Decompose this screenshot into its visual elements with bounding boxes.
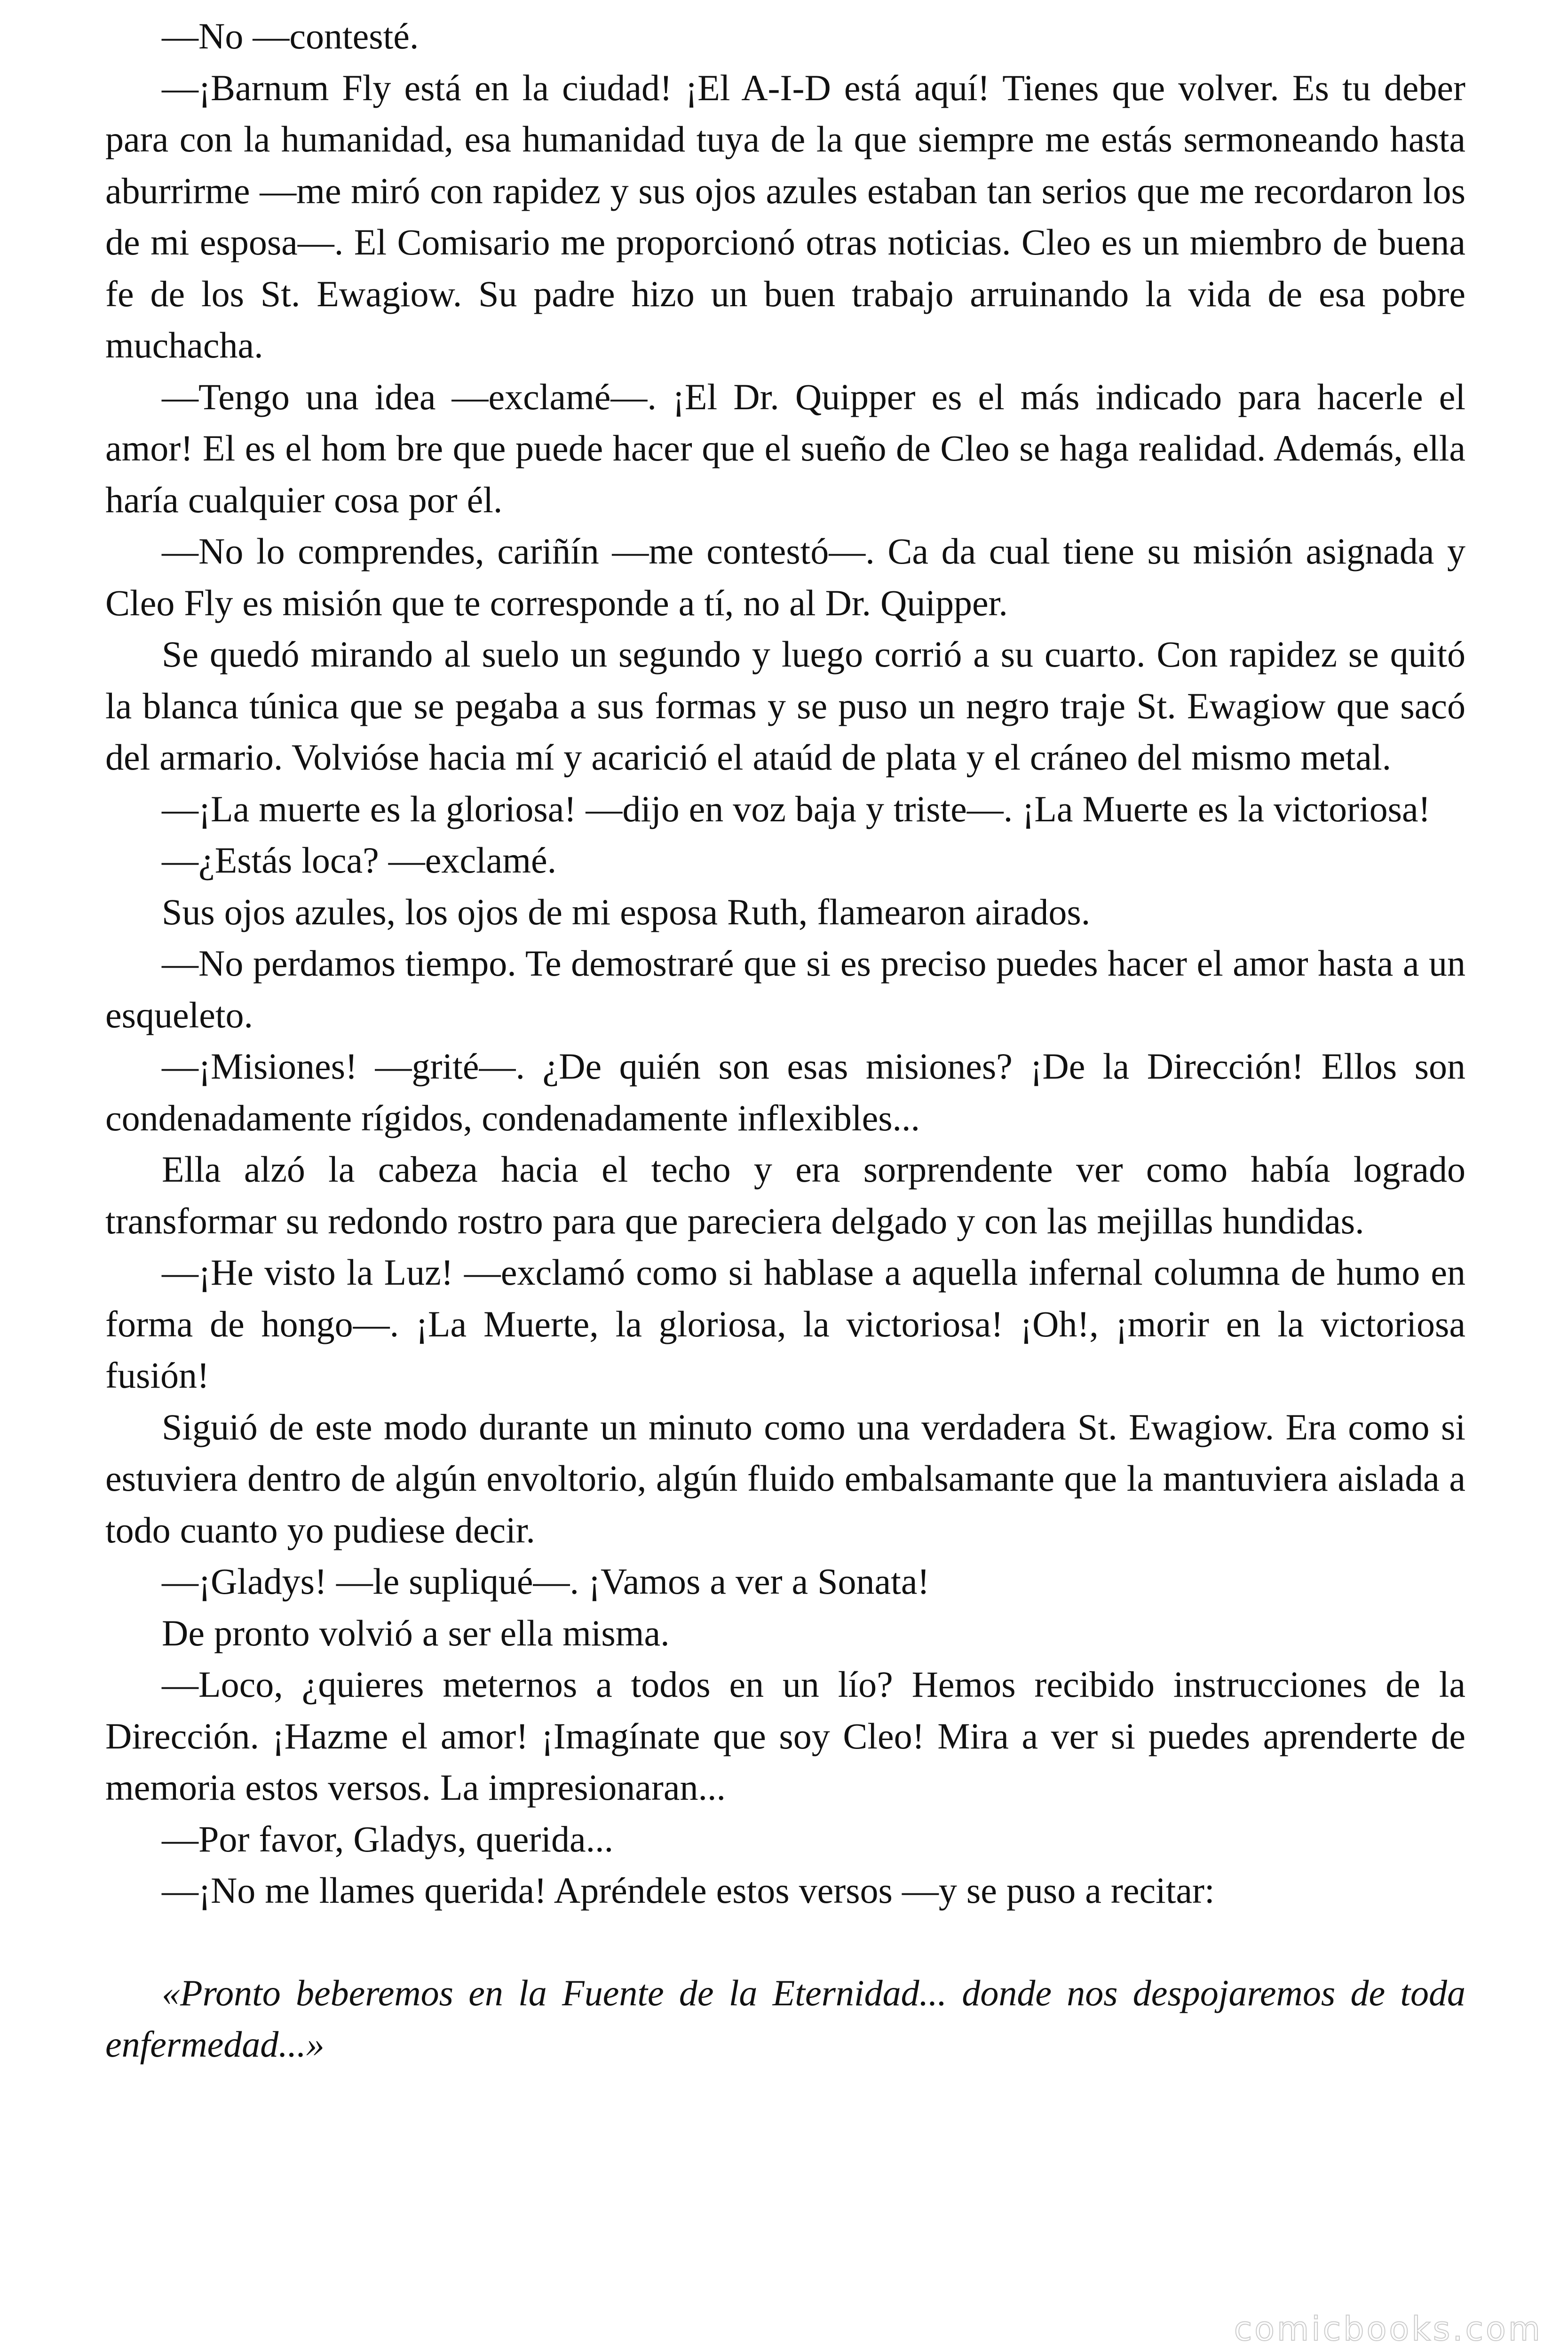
- paragraph: Ella alzó la cabeza hacia el techo y era sorprendente ver como había logrado transformar su redondo rostro para que pareciera delgado y con las mejillas hundidas.: [105, 1149, 1465, 1241]
- paragraph: —¡La muerte es la gloriosa! —dijo en voz baja y triste—. ¡La Muerte es la victoriosa!: [162, 788, 1431, 829]
- paragraph: —No —contesté.: [162, 16, 419, 56]
- paragraph: —¡He visto la Luz! —exclamó como si hablase a aquella infernal columna de humo en forma de hongo—. ¡La Muerte, la gloriosa, la victoriosa! ¡Oh!, ¡morir en la victoriosa fusión!: [105, 1252, 1465, 1396]
- paragraph: De pronto volvió a ser ella misma.: [162, 1612, 670, 1653]
- paragraph: —¿Estás loca? —exclamé.: [162, 840, 557, 881]
- paragraph: —¡No me llames querida! Apréndele estos versos —y se puso a recitar:: [162, 1870, 1215, 1911]
- paragraph: Se quedó mirando al suelo un segundo y luego corrió a su cuarto. Con rapidez se quitó la blanca túnica que se pegaba a sus formas y se puso un negro traje St. Ewagiow que sacó del armario. Volvióse hacia mí y acarició el ataúd de plata y el cráneo del mismo metal.: [105, 634, 1465, 778]
- paragraph: Siguió de este modo durante un minuto como una verdadera St. Ewagiow. Era como si estuviera dentro de algún envoltorio, algún fluido embalsamante que la mantuviera aislada a todo cuanto yo pudiese decir.: [105, 1406, 1465, 1550]
- paragraph: —¡Misiones! —grité—. ¿De quién son esas misiones? ¡De la Dirección! Ellos son condenadamente rígidos, condenadamente inflexibles...: [105, 1046, 1465, 1138]
- paragraph: —Tengo una idea —exclamé—. ¡El Dr. Quipper es el más indicado para hacerle el amor! El es el hom bre que puede hacer que el sueño de Cleo se haga realidad. Además, ella haría cualquier cosa por él.: [105, 376, 1465, 520]
- paragraph: —No perdamos tiempo. Te demostraré que si es preciso puedes hacer el amor hasta a un esqueleto.: [105, 943, 1465, 1035]
- paragraph: —Loco, ¿quieres meternos a todos en un lío? Hemos recibido instrucciones de la Dirección. ¡Hazme el amor! ¡Imagínate que soy Cleo! Mira a ver si puedes aprenderte de memoria estos versos. La impresionaran...: [105, 1664, 1465, 1808]
- paragraph: Sus ojos azules, los ojos de mi esposa Ruth, flamearon airados.: [162, 891, 1091, 932]
- paragraph: —¡Gladys! —le supliqué—. ¡Vamos a ver a Sonata!: [162, 1561, 930, 1602]
- paragraph: —Por favor, Gladys, querida...: [162, 1818, 614, 1859]
- paragraph: —No lo comprendes, cariñín —me contestó—. Ca da cual tiene su misión asignada y Cleo Fly es misión que te corresponde a tí, no al Dr. Quipper.: [105, 531, 1465, 623]
- verse-quote: «Pronto beberemos en la Fuente de la Eternidad... donde nos despojaremos de toda enfermedad...»: [105, 1972, 1465, 2065]
- paragraph: —¡Barnum Fly está en la ciudad! ¡El A-I-D está aquí! Tienes que volver. Es tu deber para con la humanidad, esa humanidad tuya de la que siempre me estás sermoneando hasta aburrirme —me miró con rapidez y sus ojos azules estaban tan serios que me recordaron los de mi esposa—. El Comisario me proporcionó otras noticias. Cleo es un miembro de buena fe de los St. Ewagiow. Su padre hizo un buen trabajo arruinando la vida de esa pobre muchacha.: [105, 67, 1465, 366]
- watermark-text: comicbooks.com: [1234, 2310, 1543, 2348]
